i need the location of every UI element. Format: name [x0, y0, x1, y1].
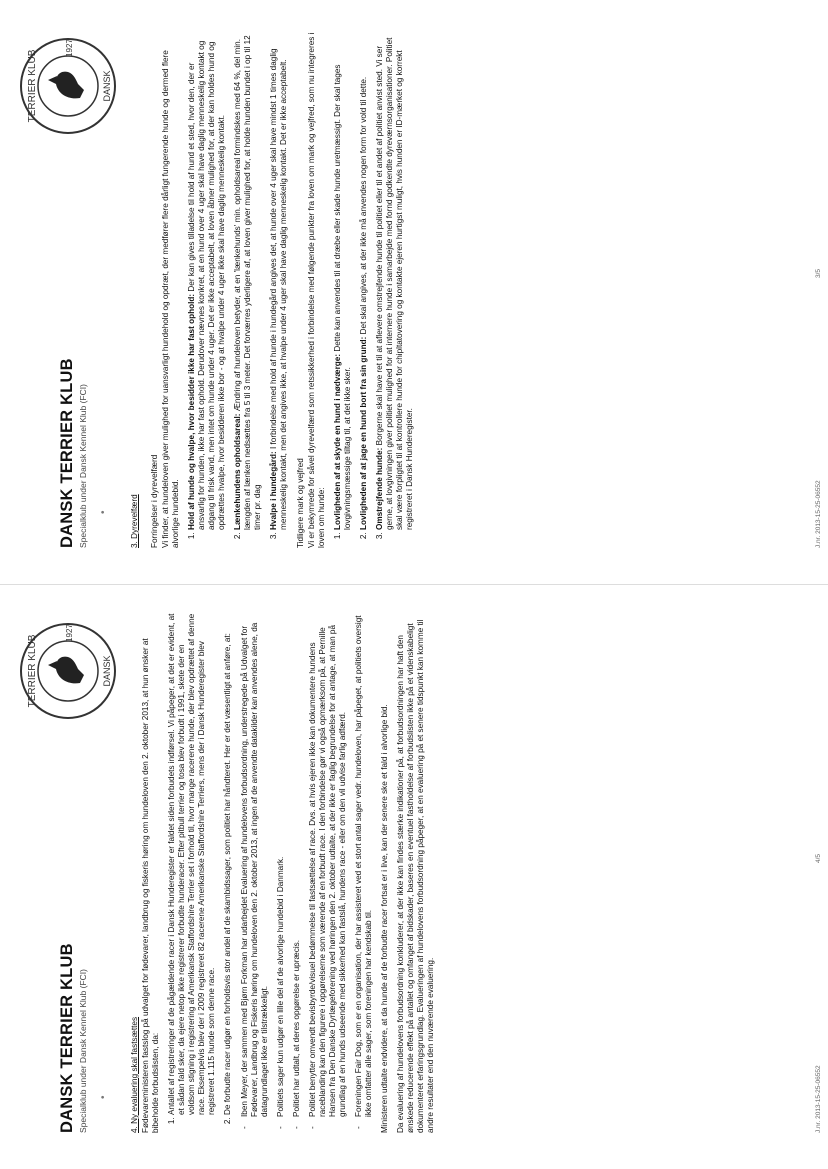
- club-name: DANSK TERRIER KLUB: [58, 358, 76, 548]
- logo-year: 1927: [65, 624, 74, 642]
- intro-paragraph: Vi er bekymrede for såvel dyrevelfærd som retssikkerhed i forbindelse med følgende punkter fra loven om mark og vejfred, som nu integreres i loven om hunde:: [307, 32, 326, 548]
- logo-text-bottom: DANSK: [102, 70, 112, 102]
- list-item: [233, 28, 263, 530]
- page-3-content: [0, 0, 828, 584]
- list-item-text: Antallet af registreringer af de pågældende racer i Dansk Hunderegister er faldet siden forbudets indførsel. Vi påpeger, at det er evident, at et sådan fald sker, da ejere netop ikke registrerer forbudte hunderacer. Efter pitbull terrier og tosa blev forbudt i 1991, skete der en voldsom stigning i registrering af Amerikansk Staffordshire Terrier set i forhold til, hvor mange racerene hunde, der blev opdrættet af denne race. Eksempelvis blev der i 2009 registreret 82 racerene Amerikanske Staffordshire Terriers, mens der i Dansk Hunderegister blev registreret 1.115 hunde som denne race.: [167, 613, 216, 1115]
- list-item-lead: Omstrejfende hunde:: [375, 447, 384, 530]
- reasons-list: [167, 613, 233, 1133]
- bullet-mark: •: [98, 1095, 109, 1099]
- section-title: Forringelser i dyrevelfærd: [150, 454, 159, 548]
- intro-paragraph: Vi finder, at hundeloven giver mulighed for uansvarligt hundehold og opdræt, der medfører flere dårligt fungerende hunde og dermed flere alvorlige hundebid.: [161, 50, 180, 548]
- list-item-text: I forbindelse med hold af hunde i hundegård angives det, at hunde over 4 uger skal have mindst 1 times daglig menneskelig kontakt, men det angives ikke, at hvalpe under 4 uger skal have daglig menneskelig kontakt. Det er ikke acceptabelt.: [269, 48, 288, 530]
- bullet-mark: •: [98, 510, 109, 514]
- club-subtitle: Specialklub under Dansk Kennel Klub (FCI): [78, 384, 88, 548]
- list-item-text: Det skal angives, at der ikke må anvendes nogen form for vold til dette.: [359, 76, 368, 337]
- section-heading: 4. Ny evaluering skal fastsættes: [130, 1016, 139, 1133]
- list-item: [223, 613, 233, 1115]
- section-title: Tidligere mark og vejfred: [296, 458, 305, 548]
- journal-number: J.nr. 2013-15-25-06552: [815, 1065, 822, 1133]
- paragraph: Da evaluering af hundelovens forbudsordning konkluderer, at der ikke kan findes stærke indikationer på, at forbudsordningen har haft den ønskede reducerende effekt på antallet og omfanget af bidskader, baseres en eventuel fastholdelse af forbudslisten ikke på et videnskabeligt dokumenteret erfaringsgrundlag. Evalueringen af hundelovens forbudsordning påpeger, at en evaluering på et senere tidspunkt kan komme til andre resultater end den nuværende evaluering.: [396, 619, 435, 1133]
- logo-text-bottom: DANSK: [102, 655, 112, 687]
- list-item-text: De forbudte racer udgør en forholdsvis stor andel af de skambidssager, som politiet har håndteret. Her er det væsentligt at anføre, at:: [223, 633, 232, 1115]
- page-header: [27, 613, 116, 1133]
- page-header: [27, 28, 116, 548]
- list-item: [375, 28, 415, 530]
- list-item-lead: Lænkehundens opholdsareal:: [233, 413, 242, 530]
- dash-item: - Politiet benytter omvendt bevisbyrde/visuel bedømmelse til fastsættelse af race. Dvs. at hvis ejeren ikke kan dokumentere hundens raceblanding kan den figurere i opgørelserne som værende af en forbudt race. I den forbindelse gør vi også opmærksom på, at Pernille Hansen fra Den Danske Dyrlægeforening ved høringen den 2. oktober udtalte, at der ikke er faglig begrundelse for at antage, at man på grundlag af en hunds udseende med sikkerhed kan fastslå, hundens race - eller om den vil udvise farlig adfærd.: [308, 613, 348, 1117]
- logo-text-top: TERRIER KLUB: [27, 634, 38, 708]
- field-list: [333, 28, 415, 548]
- page-number: 4/5: [815, 853, 822, 863]
- dash-item: - Foreningen Fair Dog, som er en organisation, der har assisteret ved et stort antal sager vedr. hundeloven, har påpeget, at politiets oversigt ikke omfatter alle sager, som foreningen har kendskab til.: [354, 613, 374, 1117]
- logo-year: 1927: [65, 39, 74, 57]
- document-page-3: [0, 0, 828, 584]
- list-item-text: Ændring af hundeloven betyder, at en 'lænkehunds' min. opholdsareal formindskes med 64 %, del min. længden af lænken nedsættes fra 5 til 3 meter. Det forværres yderligere af, at loven giver mulighed for, at holde hunden bundet i op til 12 timer pr. dag: [233, 35, 262, 530]
- club-subtitle: Specialklub under Dansk Kennel Klub (FCI): [78, 969, 88, 1133]
- dash-item: - Politiets sager kun udgør en lille del af de alvorlige hundebid i Danmark.: [276, 613, 286, 1117]
- intro-paragraph: Fødevareministeren fastslog på udvalget for fødevarer, landbrug og fiskeris høring om hundeloven den 2. oktober 2013, at hun ønsker at bibeholde forbudslisten, da:: [141, 638, 160, 1133]
- dash-list: [240, 613, 374, 1133]
- list-item: [167, 613, 217, 1115]
- list-item-lead: Hold af hunde og hvalpe, hvor besidder ikke har fast ophold:: [187, 293, 196, 530]
- list-item: [187, 28, 227, 530]
- journal-number: J.nr. 2013-15-25-06552: [815, 480, 822, 548]
- dash-item: - Politiet har udtalt, at deres opgørelse er upræcis.: [292, 613, 302, 1117]
- document-page-4: [0, 585, 828, 1169]
- dash-item: - Iben Meyer, der sammen med Bjørn Forkman har udarbejdet Evaluering af hundelovens forbudsordning, understregede på Udvalget for Fødevarer, Landbrug og Fiskeris høring om hundeloven den 2. oktober 2013, at ingen af de anvendte datakilder kan anvendes alene, da datagrundlaget ikke er tilstrækkeligt.: [240, 613, 270, 1117]
- list-item: [359, 28, 369, 530]
- list-item-text: Borgerne skal have ret til at aflevere omstrejfende hunde til politiet eller til et andet af politiet anvist sted. Vi ser gerne, at lovgivningen giver politiet mulighed for at internere hunde i samarbejde med fornd godkendte dyreværnsorganisationer. Politiet skal være forpligtet til at kontrollere hunde for chipltatovering og kontakte ejeren hurtigst muligt, hvis hunden er ID-mærket og korrekt registreret i Dansk Hunderegister.: [375, 37, 414, 530]
- list-item: [269, 28, 289, 530]
- list-item-text: Dette kan anvendes til at dræbe eller skade hunde uretmæssigt. Der skal tages lovgivningsmæssige tiltag til, at det ikke sker.: [333, 64, 352, 530]
- club-name: DANSK TERRIER KLUB: [58, 943, 76, 1133]
- club-logo: [18, 621, 118, 721]
- list-item-lead: Hvalpe i hundegård:: [269, 451, 278, 530]
- list-item-text: Der kan gives tilladelse til hold af hund et sted, hvor den, der er ansvarlig for hunden, ikke har fast ophold. Derudover nævnes konkret, at en hund over 4 uger skal have daglig menneskelig kontakt og adgang til frisk vand, men intet om hunde under 4 uger. Det er ikke acceptabelt, at loven åbner mulighed for, at der kan holdes hund og opdrættes hvalpe, hvor besidderen ikke bor - og at hvalpe under 4 uger ikke skal have daglig menneskelig kontakt.: [187, 40, 226, 530]
- paragraph: Ministeren udtalte endvidere, at da hunde af de forbudte racer fortsat er i live, kan der senere ske et fald i alvorlige bid.: [380, 704, 389, 1133]
- list-item-lead: Lovligheden af at skyde en hund i nødværge:: [333, 353, 342, 530]
- page-footer: [815, 613, 822, 1133]
- page-4-content: [0, 585, 828, 1169]
- club-logo: [18, 36, 118, 136]
- list-item: [333, 28, 353, 530]
- logo-text-top: TERRIER KLUB: [27, 49, 38, 123]
- section-heading: 3. Dyrevelfærd: [130, 494, 139, 548]
- list-item-lead: Lovligheden af at jage en hund bort fra sin grund:: [359, 336, 368, 530]
- page-number: 3/5: [815, 268, 822, 278]
- welfare-list: [187, 28, 289, 548]
- page-footer: [815, 28, 822, 548]
